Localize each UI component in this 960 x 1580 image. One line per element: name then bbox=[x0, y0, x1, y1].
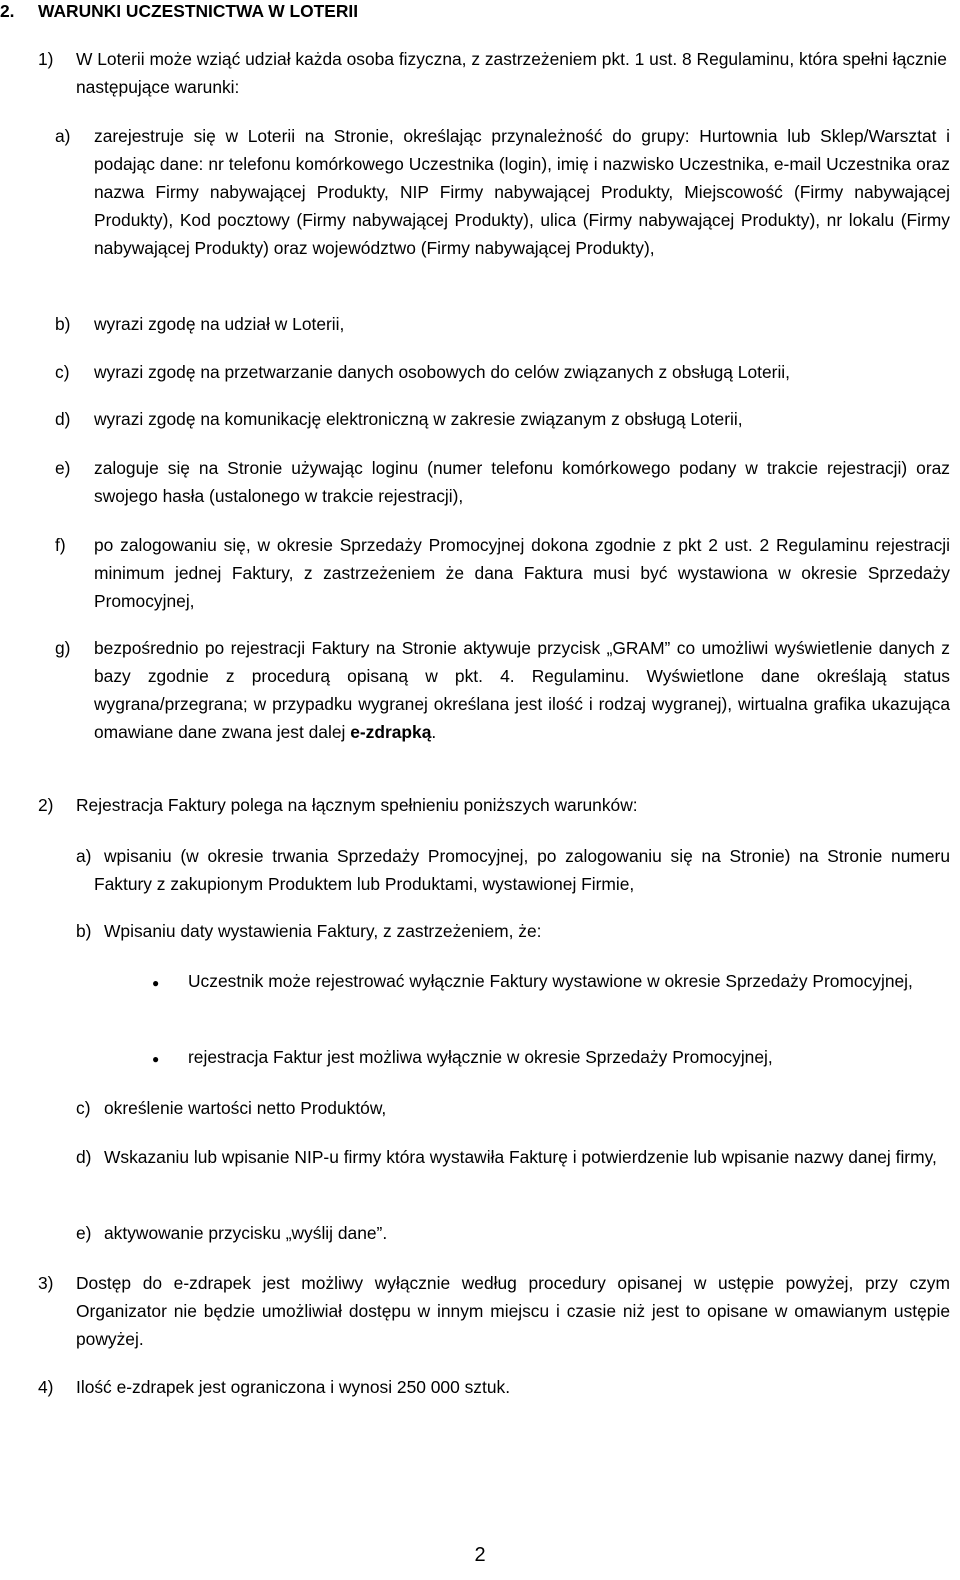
item-number-4: 4) bbox=[38, 1377, 54, 1397]
section-title: WARUNKI UCZESTNICTWA W LOTERII bbox=[38, 1, 359, 21]
list-label-1c: c) bbox=[55, 362, 70, 382]
page-number: 2 bbox=[474, 1544, 486, 1566]
bullet-icon: ● bbox=[152, 976, 160, 990]
list-label-2a: a) bbox=[76, 846, 92, 866]
list-item-2c: określenie wartości netto Produktów, bbox=[104, 1098, 387, 1118]
list-label-1f: f) bbox=[55, 535, 66, 555]
list-label-2c: c) bbox=[76, 1098, 91, 1118]
item-number-3: 3) bbox=[38, 1273, 54, 1293]
list-item-1g-tail: . bbox=[431, 722, 437, 742]
list-item-1d: wyrazi zgodę na komunikację elektroniczną w zakresie związanym z obsługą Loterii, bbox=[94, 409, 743, 429]
paragraph-3: Dostęp do e-zdrapek jest możliwy wyłącznie według procedury opisanej w ustępie powyżej, przy czym Organizator nie będzie umożliwiał dostępu w innym miejscu i czasie niż jest to opisane w omawianym ustępie powyżej. bbox=[76, 1273, 950, 1349]
list-item-2a: wpisaniu (w okresie trwania Sprzedaży Promocyjnej, po zalogowaniu się na Stronie) na Stronie numeru Faktury z zakupionym Produktem lub Produktami, wystawionej Firmie, bbox=[94, 846, 950, 894]
paragraph-4: Ilość e-zdrapek jest ograniczona i wynosi 250 000 sztuk. bbox=[76, 1377, 511, 1397]
list-label-2b: b) bbox=[76, 921, 92, 941]
list-item-1g bbox=[94, 634, 950, 746]
item-number-2: 2) bbox=[38, 795, 54, 815]
list-item-1f: po zalogowaniu się, w okresie Sprzedaży Promocyjnej dokona zgodnie z pkt 2 ust. 2 Regulaminu rejestracji minimum jednej Faktury, z zastrzeżeniem że dana Faktura musi być wystawiona w okresie Sprzedaży Promocyjnej, bbox=[94, 535, 950, 611]
list-label-2e: e) bbox=[76, 1223, 92, 1243]
list-label-1a: a) bbox=[55, 126, 71, 146]
list-item-1a: zarejestruje się w Loterii na Stronie, określając przynależność do grupy: Hurtownia lub Sklep/Warsztat i podając dane: nr telefonu komórkowego Uczestnika (login), imię i nazwisko Uczestnika, e-mail Uczestnika oraz nazwa Firmy nabywającej Produkty, NIP Firmy nabywającej Produkty, Miejscowość (Firmy nabywającej Produkty), Kod pocztowy (Firmy nabywającej Produkty), ulica (Firmy nabywającej Produkty), nr lokalu (Firmy nabywającej Produkty) oraz województwo (Firmy nabywającej Produkty), bbox=[94, 126, 950, 258]
list-item-1e: zaloguje się na Stronie używając loginu (numer telefonu komórkowego podany w trakcie rejestracji) oraz swojego hasła (ustalonego w trakcie rejestracji), bbox=[94, 458, 950, 506]
list-item-2e: aktywowanie przycisku „wyślij dane”. bbox=[104, 1223, 388, 1243]
bullet-icon: ● bbox=[152, 1052, 160, 1066]
item-number-1: 1) bbox=[38, 49, 54, 69]
e-zdrapka-term: e-zdrapką bbox=[350, 722, 432, 742]
paragraph-2-intro: Rejestracja Faktury polega na łącznym spełnieniu poniższych warunków: bbox=[76, 795, 638, 815]
section-number: 2. bbox=[0, 1, 15, 21]
bullet-item-2: rejestracja Faktur jest możliwa wyłącznie w okresie Sprzedaży Promocyjnej, bbox=[188, 1047, 773, 1067]
list-label-1g: g) bbox=[55, 638, 71, 658]
list-item-1b: wyrazi zgodę na udział w Loterii, bbox=[94, 314, 345, 334]
list-item-1g-text: bezpośrednio po rejestracji Faktury na Stronie aktywuje przycisk „GRAM” co umożliwi wyświetlenie danych z bazy zgodnie z procedurą opisaną w pkt. 4. Regulaminu. Wyświetlone dane określają status wygrana/przegrana; w przypadku wygranej określana jest ilość i rodzaj wygranej), wirtualna grafika ukazująca omawiane dane zwana jest dalej bbox=[94, 638, 950, 742]
paragraph-1-intro: W Loterii może wziąć udział każda osoba fizyczna, z zastrzeżeniem pkt. 1 ust. 8 Regulaminu, która spełni łącznie następujące warunki: bbox=[76, 49, 947, 97]
list-item-2b: Wpisaniu daty wystawienia Faktury, z zastrzeżeniem, że: bbox=[104, 921, 542, 941]
list-label-2d: d) bbox=[76, 1147, 92, 1167]
list-label-1e: e) bbox=[55, 458, 71, 478]
list-label-1b: b) bbox=[55, 314, 71, 334]
bullet-item-1: Uczestnik może rejestrować wyłącznie Faktury wystawione w okresie Sprzedaży Promocyjnej, bbox=[188, 971, 913, 991]
list-label-1d: d) bbox=[55, 409, 71, 429]
list-item-1c: wyrazi zgodę na przetwarzanie danych osobowych do celów związanych z obsługą Loterii, bbox=[94, 362, 790, 382]
list-item-2d: Wskazaniu lub wpisanie NIP-u firmy która wystawiła Fakturę i potwierdzenie lub wpisanie nazwy danej firmy, bbox=[104, 1147, 937, 1167]
